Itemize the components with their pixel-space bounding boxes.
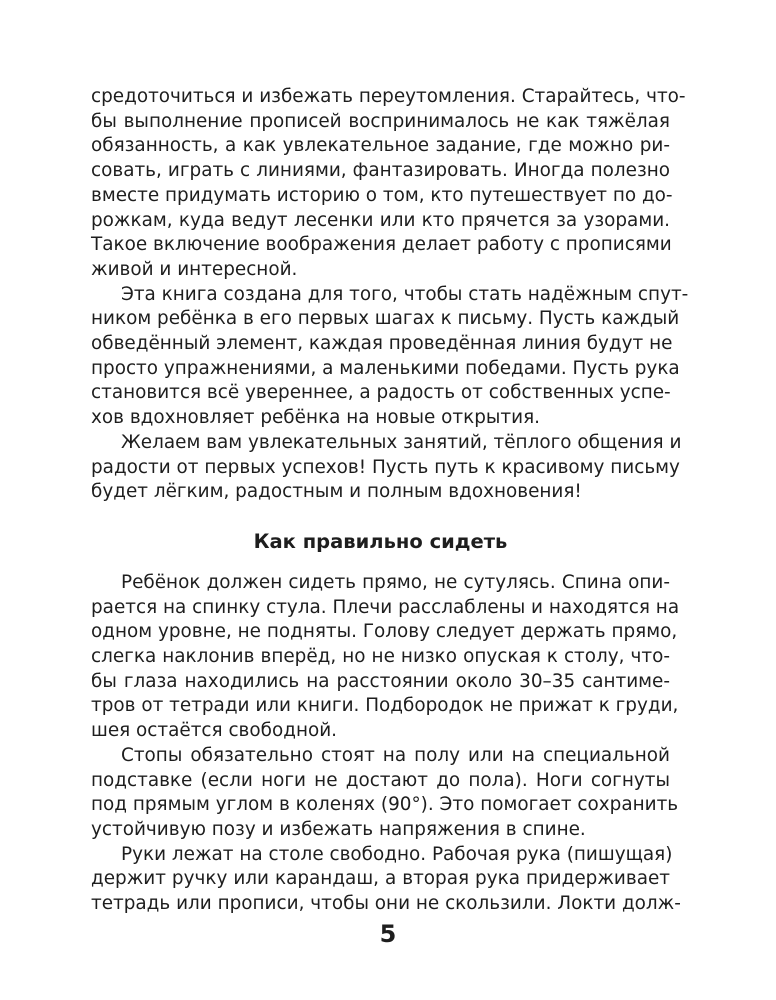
text-line: совать, играть с линиями, фантазировать. Иногда полезно bbox=[91, 160, 670, 182]
text-line: Ребёнок должен сидеть прямо, не сутулясь. Спина опи- bbox=[121, 571, 670, 593]
paragraph bbox=[91, 571, 680, 744]
paragraph bbox=[91, 431, 682, 505]
text-line: будет лёгким, радостным и полным вдохновения! bbox=[91, 481, 582, 503]
paragraph bbox=[91, 843, 681, 917]
text-line: бы глаза находились на расстоянии около 30–35 сантиме- bbox=[91, 670, 670, 692]
paragraph bbox=[91, 85, 686, 283]
text-line: Руки лежат на столе свободно. Рабочая рука (пишущая) bbox=[121, 843, 673, 865]
text-line: бы выполнение прописей воспринималось не как тяжёлая bbox=[91, 110, 670, 132]
section-heading: Как правильно сидеть bbox=[253, 529, 508, 553]
text-line: хов вдохновляет ребёнка на новые открытия. bbox=[91, 407, 540, 429]
text-line: Такое включение воображения делает работу с прописями bbox=[91, 234, 672, 256]
text-line: радости от первых успехов! Пусть путь к красивому письму bbox=[91, 456, 680, 478]
paragraph bbox=[91, 744, 679, 843]
text-line: Эта книга создана для того, чтобы стать надёжным спут- bbox=[121, 283, 689, 305]
text-line: живой и интересной. bbox=[91, 258, 298, 280]
text-line: устойчивую позу и избежать напряжения в спине. bbox=[91, 818, 586, 840]
paragraph bbox=[91, 283, 689, 431]
page-number: 5 bbox=[379, 920, 397, 948]
page-content bbox=[91, 85, 689, 917]
text-line: под прямым углом в коленях (90°). Это помогает сохранить bbox=[91, 794, 679, 816]
text-line: обязанность, а как увлекательное задание, где можно ри- bbox=[91, 135, 670, 157]
text-line: слегка наклонив вперёд, но не низко опуская к столу, что- bbox=[91, 646, 670, 668]
text-line: тетрадь или прописи, чтобы они не скользили. Локти долж- bbox=[91, 893, 681, 915]
text-line: средоточиться и избежать переутомления. Старайтесь, что- bbox=[91, 86, 686, 107]
text-line: обведённый элемент, каждая проведённая линия будут не bbox=[91, 333, 673, 355]
text-line: просто упражнениями, а маленькими победами. Пусть рука bbox=[91, 357, 680, 379]
text-line: тров от тетради или книги. Подбородок не прижат к груди, bbox=[91, 695, 679, 717]
text-line: ником ребёнка в его первых шагах к письму. Пусть каждый bbox=[91, 308, 680, 330]
text-line: одном уровне, не подняты. Голову следует держать прямо, bbox=[91, 621, 678, 643]
text-line: рожкам, куда ведут лесенки или кто прячется за узорами. bbox=[91, 209, 670, 231]
text-line: шея остаётся свободной. bbox=[91, 720, 338, 742]
text-line: рается на спинку стула. Плечи расслаблены и находятся на bbox=[91, 596, 680, 618]
text-line: подставке (если ноги не достают до пола). Ноги согнуты bbox=[91, 769, 670, 791]
text-line: Желаем вам увлекательных занятий, тёплого общения и bbox=[121, 431, 682, 453]
text-line: вместе придумать историю о том, кто путешествует по до- bbox=[91, 184, 673, 206]
text-line: Стопы обязательно стоят на полу или на специальной bbox=[121, 744, 670, 766]
text-line: держит ручку или карандаш, а вторая рука придерживает bbox=[91, 868, 670, 890]
text-line: становится всё увереннее, а радость от собственных успе- bbox=[91, 382, 671, 404]
